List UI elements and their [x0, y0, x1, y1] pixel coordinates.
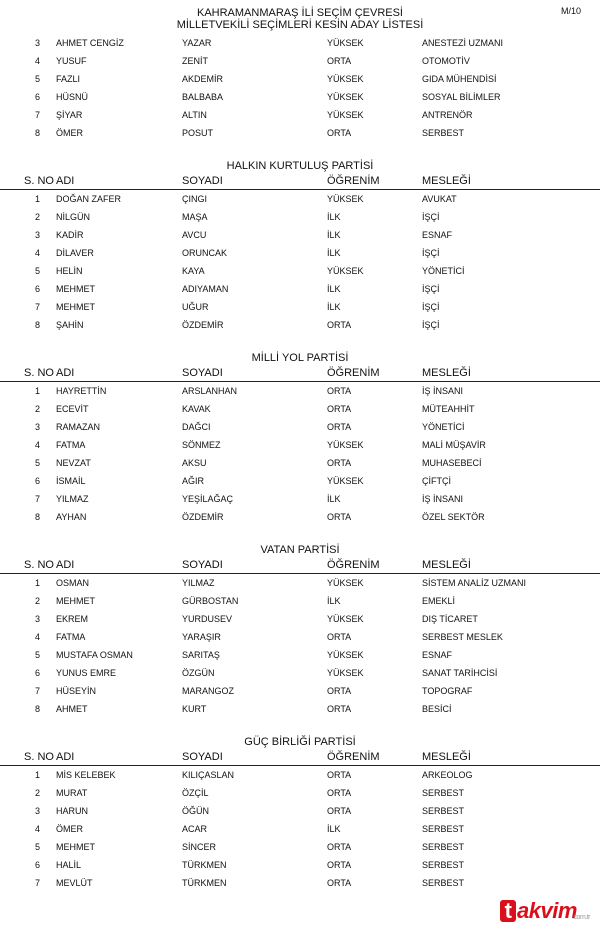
cell-adi: HAYRETTİN: [56, 386, 107, 396]
cell-soyadi: MAŞA: [182, 212, 208, 222]
column-header-meslegi: MESLEĞİ: [422, 559, 471, 571]
cell-meslegi: SERBEST: [422, 824, 465, 834]
cell-ogrenim: ORTA: [327, 128, 352, 138]
cell-soyadi: AVCU: [182, 230, 207, 240]
column-header-soyadi: SOYADI: [182, 367, 223, 379]
table-row: [0, 610, 600, 628]
cell-meslegi: ESNAF: [422, 650, 453, 660]
table-row: [0, 820, 600, 838]
column-header-no: S. NO: [24, 367, 54, 379]
cell-no: 7: [35, 110, 41, 120]
cell-meslegi: ARKEOLOG: [422, 770, 473, 780]
header-line-2: MİLLETVEKİLİ SEÇİMLERİ KESİN ADAY LİSTESİ: [176, 19, 424, 31]
logo-t-icon: t: [500, 900, 516, 922]
table-row: [0, 838, 600, 856]
table-row: [0, 262, 600, 280]
cell-adi: ÖMER: [56, 128, 83, 138]
cell-ogrenim: YÜKSEK: [327, 110, 364, 120]
table-row: [0, 298, 600, 316]
cell-adi: MUSTAFA OSMAN: [56, 650, 133, 660]
cell-no: 1: [35, 194, 41, 204]
cell-no: 2: [35, 212, 41, 222]
cell-meslegi: ÇİFTÇİ: [422, 476, 451, 486]
cell-adi: HÜSNÜ: [56, 92, 89, 102]
cell-adi: HELİN: [56, 266, 83, 276]
cell-soyadi: DAĞCI: [182, 422, 211, 432]
cell-ogrenim: ORTA: [327, 788, 352, 798]
cell-adi: HALİL: [56, 860, 82, 870]
table-row: [0, 664, 600, 682]
cell-meslegi: GIDA MÜHENDİSİ: [422, 74, 497, 84]
cell-no: 3: [35, 38, 41, 48]
cell-soyadi: BALBABA: [182, 92, 224, 102]
column-header-meslegi: MESLEĞİ: [422, 751, 471, 763]
column-header-row: [0, 557, 600, 574]
table-row: [0, 208, 600, 226]
cell-adi: MEVLÜT: [56, 878, 93, 888]
cell-soyadi: MARANGOZ: [182, 686, 235, 696]
continued-section: [0, 34, 600, 142]
cell-soyadi: YILMAZ: [182, 578, 215, 588]
cell-soyadi: ORUNCAK: [182, 248, 228, 258]
cell-soyadi: ZENİT: [182, 56, 208, 66]
cell-adi: AHMET CENGİZ: [56, 38, 124, 48]
cell-soyadi: TÜRKMEN: [182, 878, 227, 888]
cell-no: 3: [35, 230, 41, 240]
column-header-ogrenim: ÖĞRENİM: [327, 751, 380, 763]
cell-no: 3: [35, 422, 41, 432]
cell-no: 6: [35, 284, 41, 294]
cell-adi: AHMET: [56, 704, 88, 714]
cell-adi: EKREM: [56, 614, 89, 624]
table-row: [0, 454, 600, 472]
column-header-no: S. NO: [24, 175, 54, 187]
cell-adi: AYHAN: [56, 512, 87, 522]
cell-meslegi: ÖZEL SEKTÖR: [422, 512, 485, 522]
cell-ogrenim: ORTA: [327, 404, 352, 414]
cell-adi: ŞAHİN: [56, 320, 84, 330]
cell-ogrenim: YÜKSEK: [327, 266, 364, 276]
cell-no: 5: [35, 74, 41, 84]
cell-no: 5: [35, 842, 41, 852]
cell-soyadi: TÜRKMEN: [182, 860, 227, 870]
column-header-ogrenim: ÖĞRENİM: [327, 175, 380, 187]
cell-no: 3: [35, 806, 41, 816]
cell-soyadi: SİNCER: [182, 842, 217, 852]
table-row: [0, 700, 600, 718]
cell-meslegi: İŞ İNSANI: [422, 494, 464, 504]
cell-soyadi: KILIÇASLAN: [182, 770, 235, 780]
cell-ogrenim: ORTA: [327, 386, 352, 396]
party-section: [0, 543, 600, 718]
cell-meslegi: İŞÇİ: [422, 212, 440, 222]
cell-meslegi: İŞ İNSANI: [422, 386, 464, 396]
cell-adi: MEHMET: [56, 842, 95, 852]
table-row: [0, 190, 600, 208]
cell-meslegi: MÜTEAHHİT: [422, 404, 475, 414]
cell-no: 4: [35, 56, 41, 66]
cell-meslegi: İŞÇİ: [422, 284, 440, 294]
cell-soyadi: SARITAŞ: [182, 650, 220, 660]
cell-meslegi: DIŞ TİCARET: [422, 614, 478, 624]
table-row: [0, 106, 600, 124]
column-header-row: [0, 365, 600, 382]
cell-no: 7: [35, 302, 41, 312]
cell-soyadi: ADIYAMAN: [182, 284, 229, 294]
cell-no: 4: [35, 632, 41, 642]
cell-ogrenim: ORTA: [327, 686, 352, 696]
table-row: [0, 592, 600, 610]
table-row: [0, 226, 600, 244]
table-row: [0, 472, 600, 490]
cell-meslegi: TOPOGRAF: [422, 686, 473, 696]
column-header-ogrenim: ÖĞRENİM: [327, 559, 380, 571]
cell-adi: MEHMET: [56, 302, 95, 312]
cell-meslegi: BESİCİ: [422, 704, 452, 714]
table-row: [0, 400, 600, 418]
table-row: [0, 784, 600, 802]
cell-meslegi: MALİ MÜŞAVİR: [422, 440, 486, 450]
cell-ogrenim: ORTA: [327, 320, 352, 330]
cell-adi: MURAT: [56, 788, 88, 798]
cell-no: 7: [35, 878, 41, 888]
page-code: M/10: [560, 6, 581, 16]
cell-no: 4: [35, 824, 41, 834]
cell-soyadi: AĞIR: [182, 476, 205, 486]
cell-meslegi: SERBEST: [422, 842, 465, 852]
table-row: [0, 382, 600, 400]
cell-meslegi: SERBEST: [422, 128, 465, 138]
table-row: [0, 418, 600, 436]
cell-ogrenim: ORTA: [327, 458, 352, 468]
table-row: [0, 124, 600, 142]
column-header-soyadi: SOYADI: [182, 559, 223, 571]
column-header-meslegi: MESLEĞİ: [422, 367, 471, 379]
cell-ogrenim: İLK: [327, 494, 341, 504]
cell-meslegi: SERBEST: [422, 806, 465, 816]
cell-no: 6: [35, 92, 41, 102]
cell-meslegi: SERBEST: [422, 860, 465, 870]
cell-no: 7: [35, 686, 41, 696]
cell-ogrenim: İLK: [327, 824, 341, 834]
cell-soyadi: KAYA: [182, 266, 205, 276]
cell-adi: FATMA: [56, 440, 86, 450]
table-row: [0, 682, 600, 700]
cell-meslegi: EMEKLİ: [422, 596, 456, 606]
cell-meslegi: İŞÇİ: [422, 302, 440, 312]
cell-adi: MEHMET: [56, 284, 95, 294]
table-row: [0, 70, 600, 88]
cell-no: 7: [35, 494, 41, 504]
party-title: GÜÇ BİRLİĞİ PARTİSİ: [244, 736, 356, 748]
table-row: [0, 628, 600, 646]
cell-no: 8: [35, 704, 41, 714]
table-row: [0, 52, 600, 70]
cell-adi: İSMAİL: [56, 476, 86, 486]
cell-ogrenim: ORTA: [327, 704, 352, 714]
cell-ogrenim: İLK: [327, 212, 341, 222]
takvim-logo: [500, 898, 590, 924]
candidate-list: [0, 34, 600, 892]
table-row: [0, 88, 600, 106]
cell-ogrenim: İLK: [327, 248, 341, 258]
cell-soyadi: YAZAR: [182, 38, 212, 48]
cell-no: 1: [35, 386, 41, 396]
table-row: [0, 244, 600, 262]
cell-ogrenim: YÜKSEK: [327, 578, 364, 588]
table-row: [0, 490, 600, 508]
cell-meslegi: İŞÇİ: [422, 320, 440, 330]
cell-adi: MEHMET: [56, 596, 95, 606]
table-row: [0, 766, 600, 784]
cell-ogrenim: YÜKSEK: [327, 476, 364, 486]
cell-adi: FAZLI: [56, 74, 81, 84]
logo-text: akvim: [517, 898, 577, 923]
cell-soyadi: ÖĞÜN: [182, 806, 209, 816]
cell-soyadi: YURDUSEV: [182, 614, 233, 624]
cell-meslegi: İŞÇİ: [422, 248, 440, 258]
cell-ogrenim: YÜKSEK: [327, 440, 364, 450]
cell-ogrenim: YÜKSEK: [327, 194, 364, 204]
table-row: [0, 646, 600, 664]
cell-ogrenim: ORTA: [327, 512, 352, 522]
party-title: MİLLİ YOL PARTİSİ: [251, 352, 349, 364]
cell-no: 4: [35, 440, 41, 450]
cell-adi: NEVZAT: [56, 458, 91, 468]
cell-soyadi: ARSLANHAN: [182, 386, 238, 396]
table-row: [0, 508, 600, 526]
column-header-adi: ADI: [56, 751, 75, 763]
cell-soyadi: UĞUR: [182, 302, 209, 312]
cell-soyadi: KAVAK: [182, 404, 211, 414]
cell-meslegi: ANESTEZİ UZMANI: [422, 38, 504, 48]
column-header-soyadi: SOYADI: [182, 751, 223, 763]
cell-adi: ECEVİT: [56, 404, 89, 414]
document-header: [0, 0, 600, 31]
cell-adi: HÜSEYİN: [56, 686, 97, 696]
cell-soyadi: AKSU: [182, 458, 207, 468]
cell-ogrenim: ORTA: [327, 878, 352, 888]
cell-adi: HARUN: [56, 806, 89, 816]
cell-no: 6: [35, 668, 41, 678]
party-title: HALKIN KURTULUŞ PARTİSİ: [226, 160, 374, 172]
cell-no: 2: [35, 788, 41, 798]
cell-soyadi: ACAR: [182, 824, 208, 834]
cell-ogrenim: YÜKSEK: [327, 650, 364, 660]
cell-no: 8: [35, 320, 41, 330]
cell-soyadi: ÖZDEMİR: [182, 512, 224, 522]
cell-meslegi: SERBEST: [422, 788, 465, 798]
table-row: [0, 436, 600, 454]
cell-soyadi: ÖZÇİL: [182, 788, 209, 798]
column-header-meslegi: MESLEĞİ: [422, 175, 471, 187]
cell-no: 4: [35, 248, 41, 258]
party-section: [0, 159, 600, 334]
cell-soyadi: ÖZGÜN: [182, 668, 215, 678]
table-row: [0, 34, 600, 52]
cell-no: 8: [35, 512, 41, 522]
cell-adi: YILMAZ: [56, 494, 89, 504]
cell-no: 6: [35, 476, 41, 486]
column-header-row: [0, 749, 600, 766]
cell-meslegi: SOSYAL BİLİMLER: [422, 92, 501, 102]
cell-meslegi: SANAT TARİHCİSİ: [422, 668, 498, 678]
cell-meslegi: ANTRENÖR: [422, 110, 473, 120]
table-row: [0, 316, 600, 334]
table-row: [0, 802, 600, 820]
cell-meslegi: YÖNETİCİ: [422, 422, 465, 432]
cell-no: 5: [35, 458, 41, 468]
cell-adi: DİLAVER: [56, 248, 94, 258]
cell-soyadi: KURT: [182, 704, 207, 714]
logo-suffix: .com.tr: [572, 914, 590, 921]
cell-soyadi: SÖNMEZ: [182, 440, 221, 450]
cell-no: 6: [35, 860, 41, 870]
cell-ogrenim: ORTA: [327, 842, 352, 852]
party-title: VATAN PARTİSİ: [260, 544, 340, 556]
cell-no: 5: [35, 266, 41, 276]
cell-adi: DOĞAN ZAFER: [56, 194, 122, 204]
cell-soyadi: GÜRBOSTAN: [182, 596, 239, 606]
cell-meslegi: OTOMOTİV: [422, 56, 470, 66]
table-row: [0, 280, 600, 298]
column-header-row: [0, 173, 600, 190]
header-line-1: KAHRAMANMARAŞ İLİ SEÇİM ÇEVRESİ: [197, 7, 403, 19]
cell-meslegi: ESNAF: [422, 230, 453, 240]
column-header-no: S. NO: [24, 751, 54, 763]
cell-meslegi: MUHASEBECİ: [422, 458, 482, 468]
cell-no: 8: [35, 128, 41, 138]
cell-soyadi: YEŞİLAĞAÇ: [182, 494, 234, 504]
cell-adi: NİLGÜN: [56, 212, 91, 222]
cell-ogrenim: YÜKSEK: [327, 74, 364, 84]
cell-meslegi: SERBEST: [422, 878, 465, 888]
cell-ogrenim: YÜKSEK: [327, 92, 364, 102]
cell-no: 2: [35, 404, 41, 414]
cell-adi: ŞİYAR: [56, 110, 83, 120]
cell-meslegi: SERBEST MESLEK: [422, 632, 503, 642]
cell-ogrenim: YÜKSEK: [327, 38, 364, 48]
cell-soyadi: ÇINGI: [182, 194, 208, 204]
column-header-adi: ADI: [56, 367, 75, 379]
cell-no: 3: [35, 614, 41, 624]
cell-adi: OSMAN: [56, 578, 90, 588]
cell-adi: YUSUF: [56, 56, 87, 66]
cell-ogrenim: ORTA: [327, 632, 352, 642]
cell-ogrenim: ORTA: [327, 56, 352, 66]
cell-ogrenim: İLK: [327, 284, 341, 294]
cell-no: 5: [35, 650, 41, 660]
cell-soyadi: YARAŞIR: [182, 632, 221, 642]
party-section: [0, 735, 600, 892]
cell-adi: RAMAZAN: [56, 422, 101, 432]
column-header-adi: ADI: [56, 175, 75, 187]
cell-ogrenim: YÜKSEK: [327, 668, 364, 678]
cell-adi: ÖMER: [56, 824, 83, 834]
column-header-no: S. NO: [24, 559, 54, 571]
cell-no: 1: [35, 578, 41, 588]
table-row: [0, 856, 600, 874]
cell-soyadi: ÖZDEMİR: [182, 320, 224, 330]
cell-ogrenim: ORTA: [327, 860, 352, 870]
cell-ogrenim: İLK: [327, 230, 341, 240]
cell-meslegi: SİSTEM ANALİZ UZMANI: [422, 578, 527, 588]
column-header-soyadi: SOYADI: [182, 175, 223, 187]
party-section: [0, 351, 600, 526]
cell-no: 1: [35, 770, 41, 780]
cell-meslegi: YÖNETİCİ: [422, 266, 465, 276]
cell-meslegi: AVUKAT: [422, 194, 457, 204]
cell-adi: MİS KELEBEK: [56, 770, 116, 780]
cell-adi: KADİR: [56, 230, 84, 240]
cell-ogrenim: ORTA: [327, 422, 352, 432]
cell-ogrenim: YÜKSEK: [327, 614, 364, 624]
cell-ogrenim: İLK: [327, 302, 341, 312]
cell-ogrenim: ORTA: [327, 770, 352, 780]
cell-adi: FATMA: [56, 632, 86, 642]
cell-adi: YUNUS EMRE: [56, 668, 117, 678]
cell-ogrenim: İLK: [327, 596, 341, 606]
table-row: [0, 874, 600, 892]
cell-ogrenim: ORTA: [327, 806, 352, 816]
cell-soyadi: ALTIN: [182, 110, 207, 120]
cell-soyadi: POSUT: [182, 128, 214, 138]
cell-no: 2: [35, 596, 41, 606]
column-header-adi: ADI: [56, 559, 75, 571]
column-header-ogrenim: ÖĞRENİM: [327, 367, 380, 379]
table-row: [0, 574, 600, 592]
cell-soyadi: AKDEMİR: [182, 74, 224, 84]
